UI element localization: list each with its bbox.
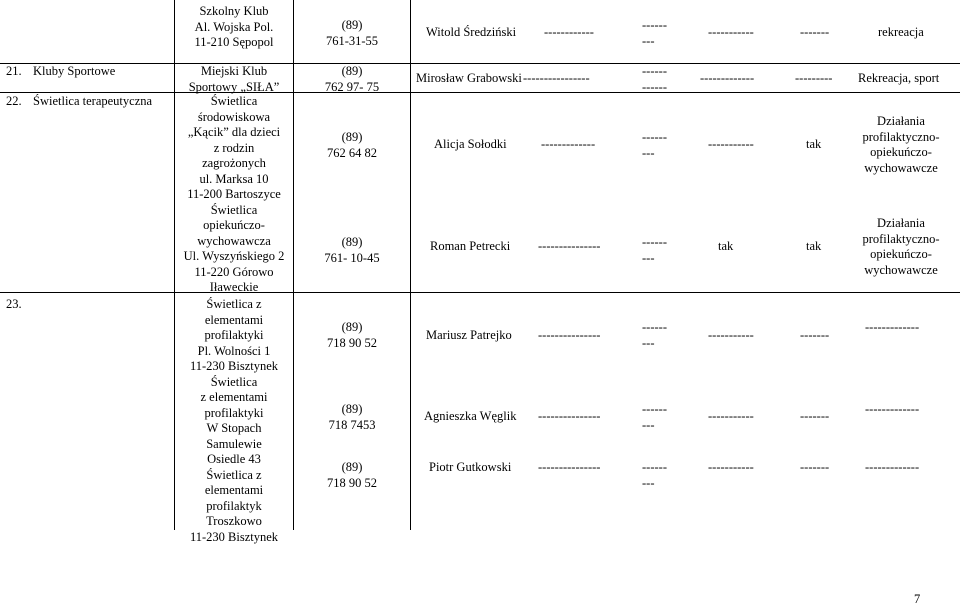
- row23-entry3-dash1: ---------------: [538, 460, 601, 474]
- row23-entry3-person: Piotr Gutkowski: [429, 460, 512, 474]
- row23-entry2-dash4: -------: [800, 409, 830, 423]
- row21-dash4: ---------: [795, 71, 833, 85]
- row22-entry1-person: Alicja Sołodki: [434, 137, 507, 151]
- row23-entry1-person: Mariusz Patrejko: [426, 328, 512, 342]
- row23-entry3-dash2: ------ ---: [642, 460, 667, 490]
- row23-entry1-dash1: ---------------: [538, 328, 601, 342]
- row22-entry2-person: Roman Petrecki: [430, 239, 511, 253]
- col-divider-person: [410, 0, 411, 530]
- row23-entry3-phone: (89) 718 90 52: [327, 460, 377, 490]
- row-divider-mid: [0, 92, 960, 93]
- row21-person: Mirosław Grabowski: [416, 71, 522, 85]
- row-divider-23: [0, 292, 960, 293]
- row21-number: 21.: [6, 64, 22, 78]
- page-number: 7: [914, 592, 921, 606]
- row21-phone: (89) 762 97- 75: [324, 64, 380, 94]
- row22-entry1-col8: tak: [806, 137, 822, 151]
- row21-dash3: -------------: [700, 71, 755, 85]
- row23-number: 23.: [6, 297, 22, 311]
- top-phone: (89) 761-31-55: [325, 18, 379, 48]
- row21-dash1: ----------------: [523, 71, 590, 85]
- top-dash1: ------------: [544, 25, 594, 39]
- row22-entry1-activity: Działania profilaktyczno- opiekuńczo- wychowawcze: [862, 114, 940, 175]
- row23-entry2-dash1: ---------------: [538, 409, 601, 423]
- top-address: Szkolny Klub Al. Wojska Pol. 11-210 Sępopol: [194, 4, 274, 49]
- row22-entry1-dash1: -------------: [541, 137, 596, 151]
- row23-entry2-person: Agnieszka Węglik: [424, 409, 517, 423]
- row22-entry2-phone: (89) 761- 10-45: [324, 235, 380, 265]
- row22-entry1-phone: (89) 762 64 82: [327, 130, 377, 160]
- row23-entry2-phone: (89) 718 7453: [328, 402, 376, 432]
- row23-entry1-dash2: ------ ---: [642, 320, 667, 350]
- row23-entry3-dash4: -------: [800, 460, 830, 474]
- row23-entry3-dash3: -----------: [708, 460, 754, 474]
- row23-entry2-dash3: -----------: [708, 409, 754, 423]
- row22-entry2-col7: tak: [718, 239, 734, 253]
- row22-entry1-dash3: -----------: [708, 137, 754, 151]
- row-divider-top: [0, 63, 960, 64]
- top-dash4: -------: [800, 25, 830, 39]
- row22-name: Świetlica terapeutyczna: [33, 94, 153, 108]
- row23-entry1-dash5: -------------: [865, 320, 920, 334]
- top-dash2: ------ ---: [642, 18, 667, 48]
- row22-number: 22.: [6, 94, 22, 108]
- row23-entry2-dash2: ------ ---: [642, 402, 667, 432]
- row22-address: Świetlica środowiskowa „Kącik” dla dzieci z rodzin zagrożonych ul. Marksa 10 11-200 Bartoszyce Świetlica opiekuńczo- wychowawcza Ul. Wyszyńskiego 2 11-220 Górowo Iławeckie: [183, 94, 285, 294]
- row21-name: Kluby Sportowe: [33, 64, 116, 78]
- row23-entry2-dash5: -------------: [865, 402, 920, 416]
- row21-activity: Rekreacja, sport: [858, 71, 940, 85]
- top-person: Witold Średziński: [426, 25, 517, 39]
- row21-address: Miejski Klub Sportowy „SIŁA”: [188, 64, 280, 94]
- row22-entry2-col8: tak: [806, 239, 822, 253]
- top-activity: rekreacja: [878, 25, 924, 39]
- row21-dash2: ------ ------: [642, 64, 667, 94]
- row22-entry2-dash1: ---------------: [538, 239, 601, 253]
- row23-entry1-dash4: -------: [800, 328, 830, 342]
- row23-entry1-dash3: -----------: [708, 328, 754, 342]
- row23-address: Świetlica z elementami profilaktyki Pl. Wolności 1 11-230 Bisztynek Świetlica z elementami profilaktyki W Stopach Samulewie Osiedle 43 Świetlica z elementami profilaktyk Troszkowo 11-230 Bisztynek: [189, 297, 279, 544]
- row22-entry2-activity: Działania profilaktyczno- opiekuńczo- wychowawcze: [862, 216, 940, 277]
- row23-entry3-dash5: -------------: [865, 460, 920, 474]
- row22-entry2-dash2: ------ ---: [642, 235, 667, 265]
- top-dash3: -----------: [708, 25, 754, 39]
- row23-entry1-phone: (89) 718 90 52: [327, 320, 377, 350]
- row22-entry1-dash2: ------ ---: [642, 130, 667, 160]
